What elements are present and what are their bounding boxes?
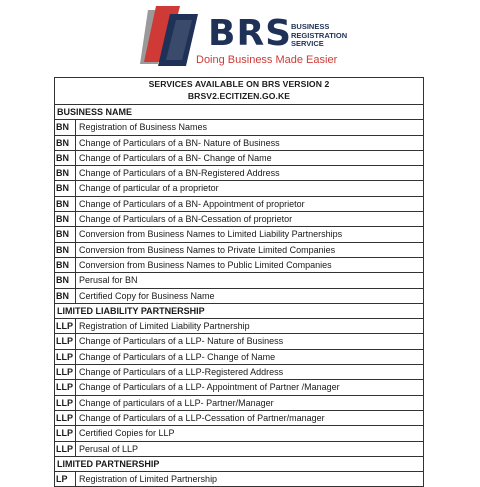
service-description: Registration of Limited Liability Partnership xyxy=(79,321,250,332)
service-code: BN xyxy=(55,273,76,287)
service-code: BN xyxy=(55,258,76,272)
service-row xyxy=(55,120,423,135)
service-row xyxy=(55,442,423,457)
service-description: Change of particulars of a LLP- Partner/Manager xyxy=(79,397,274,408)
service-row xyxy=(55,197,423,212)
section-heading: LIMITED LIABILITY PARTNERSHIP xyxy=(57,305,205,316)
service-row xyxy=(55,380,423,395)
service-code: BN xyxy=(55,212,76,226)
service-row xyxy=(55,273,423,288)
table-title xyxy=(55,78,423,105)
service-code: LLP xyxy=(55,426,76,440)
section-heading: BUSINESS NAME xyxy=(57,107,133,117)
service-code: LLP xyxy=(55,319,76,333)
service-code: LLP xyxy=(55,380,76,394)
service-code: LLP xyxy=(55,411,76,425)
service-row xyxy=(55,350,423,365)
service-code: LLP xyxy=(55,442,76,456)
service-description: Change of Particulars of a BN-Cessation of proprietor xyxy=(79,214,293,225)
table-body xyxy=(55,105,423,487)
service-code: LLP xyxy=(55,396,76,410)
service-row xyxy=(55,151,423,166)
service-description: Perusal for BN xyxy=(79,275,138,286)
section-heading-row xyxy=(55,457,423,472)
service-description: Conversion from Business Names to Public Limited Companies xyxy=(79,259,332,270)
service-row xyxy=(55,334,423,349)
service-row xyxy=(55,365,423,380)
service-description: Conversion from Business Names to Limited Liability Partnerships xyxy=(79,229,343,240)
service-code: BN xyxy=(55,197,76,211)
service-code: LP xyxy=(55,472,76,486)
table-title-line: SERVICES AVAILABLE ON BRS VERSION 2 xyxy=(148,79,330,89)
service-description: Change of particular of a proprietor xyxy=(79,183,219,194)
service-description: Change of Particulars of a LLP-Registered Address xyxy=(79,367,284,378)
service-description: Change of Particulars of a LLP-Cessation of Partner/manager xyxy=(79,412,325,423)
service-row xyxy=(55,396,423,411)
service-row xyxy=(55,258,423,273)
service-row xyxy=(55,166,423,181)
service-row xyxy=(55,212,423,227)
brand-subtitle xyxy=(291,23,347,49)
brs-logo xyxy=(136,6,366,68)
brand-subtitle-line: REGISTRATION xyxy=(291,30,348,40)
service-code: LLP xyxy=(55,350,76,364)
service-row xyxy=(55,136,423,151)
service-row xyxy=(55,319,423,334)
service-code: BN xyxy=(55,120,76,134)
service-code: BN xyxy=(55,243,76,257)
service-row xyxy=(55,426,423,441)
service-row xyxy=(55,181,423,196)
service-description: Perusal of LLP xyxy=(79,443,139,454)
service-description: Certified Copy for Business Name xyxy=(79,290,215,301)
service-code: BN xyxy=(55,289,76,303)
brand-tagline: Doing Business Made Easier xyxy=(196,54,338,66)
service-description: Registration of Limited Partnership xyxy=(79,474,218,485)
service-description: Conversion from Business Names to Private Limited Companies xyxy=(79,244,336,255)
service-code: BN xyxy=(55,151,76,165)
service-description: Change of Particulars of a BN- Change of Name xyxy=(79,152,272,163)
service-code: BN xyxy=(55,181,76,195)
service-description: Registration of Business Names xyxy=(79,122,208,133)
service-code: BN xyxy=(55,136,76,150)
service-code: LLP xyxy=(55,365,76,379)
service-description: Change of Particulars of a BN- Appointment of proprietor xyxy=(79,198,305,209)
table-title-url: BRSV2.ECITIZEN.GO.KE xyxy=(187,91,291,101)
services-table xyxy=(54,77,424,487)
service-description: Certified Copies for LLP xyxy=(79,428,175,439)
service-description: Change of Particulars of a LLP- Nature of Business xyxy=(79,336,284,347)
service-code: BN xyxy=(55,227,76,241)
brand-subtitle-line: BUSINESS xyxy=(291,22,330,31)
service-code: LLP xyxy=(55,334,76,348)
service-row xyxy=(55,289,423,304)
service-row xyxy=(55,243,423,258)
brand-subtitle-line: SERVICE xyxy=(291,39,324,49)
service-description: Change of Particulars of a BN- Nature of Business xyxy=(79,137,280,148)
brand-name: BRS xyxy=(208,13,293,54)
service-description: Change of Particulars of a BN-Registered Address xyxy=(79,168,280,179)
section-heading-row xyxy=(55,304,423,319)
service-code: BN xyxy=(55,166,76,180)
service-description: Change of Particulars of a LLP- Appointment of Partner /Manager xyxy=(79,382,340,393)
service-description: Change of Particulars of a LLP- Change of Name xyxy=(79,351,276,362)
section-heading-row xyxy=(55,105,423,120)
service-row xyxy=(55,227,423,242)
section-heading: LIMITED PARTNERSHIP xyxy=(57,458,160,469)
service-row xyxy=(55,411,423,426)
